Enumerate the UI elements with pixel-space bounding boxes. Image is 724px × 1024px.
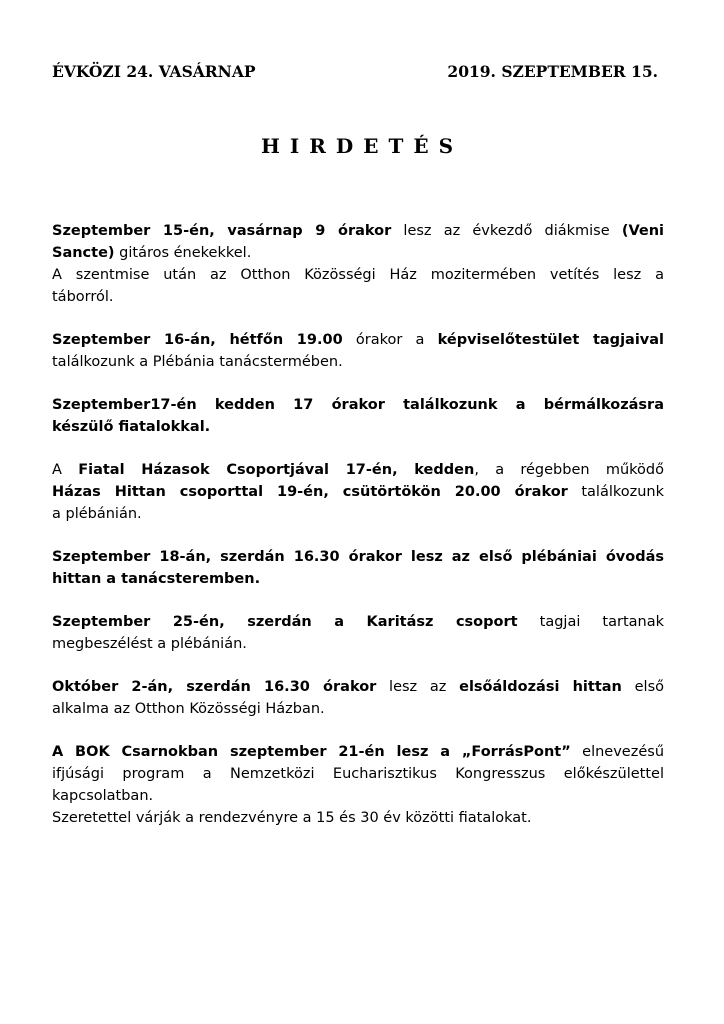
text: alkalma az Otthon Közösségi Házban. [52,701,325,717]
announcements [52,220,664,850]
text: első [621,679,664,695]
announcement-5 [52,546,664,590]
bold-text: elsőáldozási hittan [459,679,622,695]
text: tagjai tartanak [517,614,664,630]
bold-text: Szeptember 25-én, szerdán a Karitász csoport [52,614,518,630]
announcement-line [52,546,664,568]
bold-text: Házas Hittan csoporttal 19-én, csütörtökön 20.00 órakor [52,484,568,500]
announcement-line [52,286,664,308]
header-row [52,62,658,82]
announcement-line [52,807,664,829]
announcement-line [52,785,664,807]
announcement-line [52,611,664,633]
text: , a régebben működő [474,462,665,478]
text: elnevezésű [570,744,665,760]
announcement-line [52,698,664,720]
announcement-line [52,633,664,655]
text: találkozunk [567,484,665,500]
announcement-line [52,416,664,438]
date: 2019. SZEPTEMBER 15. [447,62,658,81]
bold-text: Sancte) [52,245,115,261]
bold-text: Október 2-án, szerdán 16.30 órakor [52,679,377,695]
announcement-3 [52,394,664,438]
bold-text: Szeptember17-én kedden 17 órakor találkozunk a bérmálkozásra [52,397,664,413]
text: megbeszélést a plébánián. [52,636,247,652]
bold-text: Szeptember 18-án, szerdán 16.30 órakor lesz az első plébániai óvodás [52,549,664,565]
text: a plébánián. [52,506,142,522]
bold-text: készülő fiatalokkal. [52,419,211,435]
announcement-line [52,220,664,242]
text: táborról. [52,289,114,305]
announcement-6 [52,611,664,655]
announcement-line [52,459,664,481]
announcement-line [52,329,664,351]
announcement-line [52,763,664,785]
announcement-4 [52,459,664,525]
announcement-line [52,741,664,763]
announcement-8 [52,741,664,829]
bold-text: Szeptember 16-án, hétfőn 19.00 [52,332,343,348]
bold-text: Fiatal Házasok Csoportjával 17-én, kedden [78,462,475,478]
announcement-line [52,481,664,503]
announcement-line [52,264,664,286]
text: ifjúsági program a Nemzetközi Eucharisztikus Kongresszus előkészülettel [52,766,664,782]
announcement-line [52,242,664,264]
announcement-2 [52,329,664,373]
bold-text: képviselőtestület tagjaival [437,332,664,348]
text: órakor a [342,332,438,348]
announcement-line [52,351,664,373]
announcement-1 [52,220,664,308]
announcement-7 [52,676,664,720]
bold-text: (Veni [621,223,664,239]
announcement-line [52,676,664,698]
bold-text: hittan a tanácsteremben. [52,571,261,587]
text: A [52,462,79,478]
text: gitáros énekekkel. [114,245,252,261]
text: lesz az [376,679,460,695]
bold-text: Szeptember 15-én, vasárnap 9 órakor [52,223,392,239]
text: A szentmise után az Otthon Közösségi Ház mozitermében vetítés lesz a [52,267,664,283]
bold-text: A BOK Csarnokban szeptember 21-én lesz a „ForrásPont” [52,744,571,760]
text: kapcsolatban. [52,788,154,804]
announcement-line [52,568,664,590]
liturgical-day: ÉVKÖZI 24. VASÁRNAP [52,62,256,81]
text: találkozunk a Plébánia tanácstermében. [52,354,343,370]
text: lesz az évkezdő diákmise [391,223,622,239]
text: Szeretettel várják a rendezvényre a 15 és 30 év közötti fiatalokat. [52,810,532,826]
announcement-line [52,503,664,525]
page-title: HIRDETÉS [260,134,464,158]
announcement-line [52,394,664,416]
